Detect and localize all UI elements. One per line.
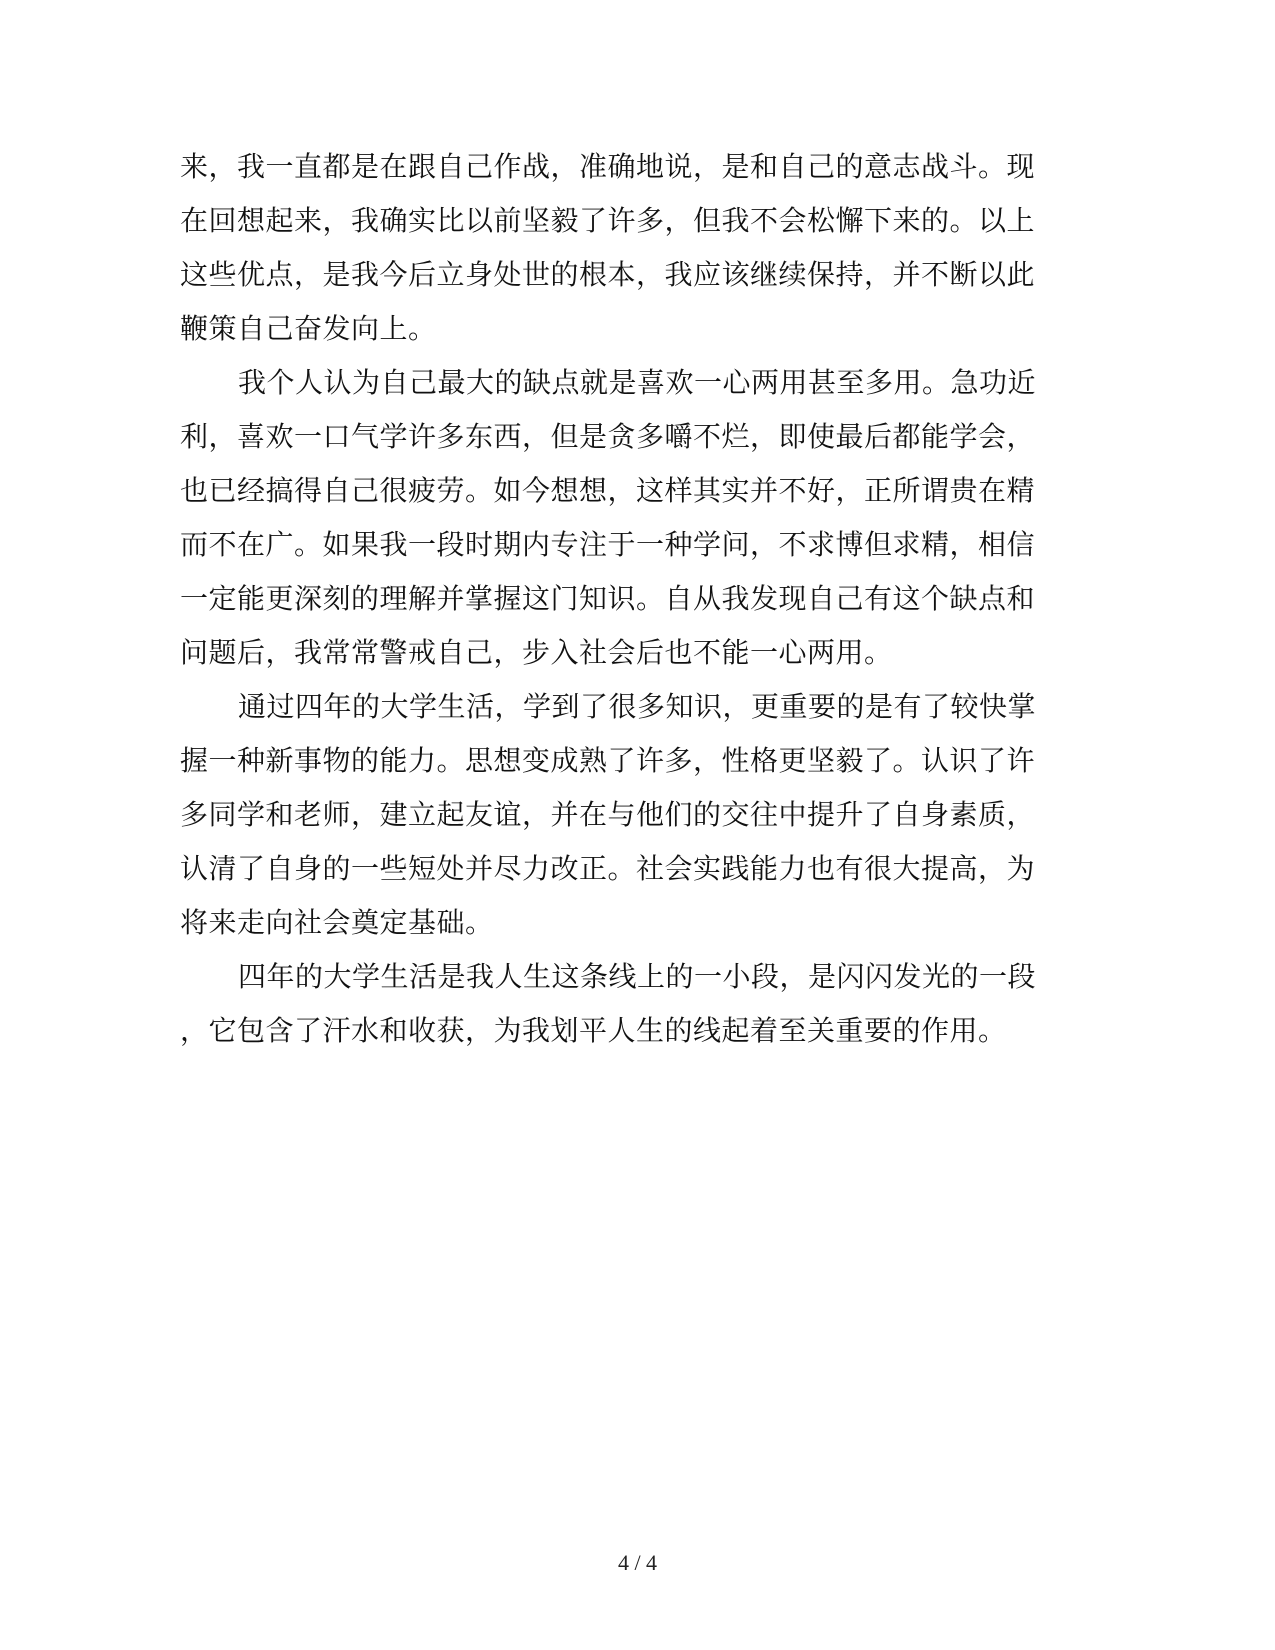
paragraph-1-line-4: 鞭策自己奋发向上。 <box>180 312 437 345</box>
paragraph-4-line-1: 四年的大学生活是我人生这条线上的一小段，是闪闪发光的一段 <box>238 960 1037 993</box>
paragraph-3-line-2: 握一种新事物的能力。思想变成熟了许多，性格更坚毅了。认识了许 <box>180 744 1036 777</box>
page-number: 4 / 4 <box>617 1550 658 1575</box>
document-body <box>180 140 1037 1058</box>
paragraph-3-line-1: 通过四年的大学生活，学到了很多知识，更重要的是有了较快掌 <box>238 690 1037 723</box>
paragraph-2-line-1: 我个人认为自己最大的缺点就是喜欢一心两用甚至多用。急功近 <box>238 366 1037 399</box>
paragraph-1-line-2: 在回想起来，我确实比以前坚毅了许多，但我不会松懈下来的。以上 <box>180 204 1036 237</box>
paragraph-1-line-3: 这些优点，是我今后立身处世的根本，我应该继续保持，并不断以此 <box>180 258 1036 291</box>
paragraph-2-line-3: 也已经搞得自己很疲劳。如今想想，这样其实并不好，正所谓贵在精 <box>180 474 1036 507</box>
paragraph-3-line-5: 将来走向社会奠定基础。 <box>180 906 494 939</box>
paragraph-3-line-3: 多同学和老师，建立起友谊，并在与他们的交往中提升了自身素质， <box>180 798 1036 831</box>
paragraph-4-line-2: ，它包含了汗水和收获，为我划平人生的线起着至关重要的作用。 <box>180 1014 1007 1047</box>
paragraph-2-line-6: 问题后，我常常警戒自己，步入社会后也不能一心两用。 <box>180 636 893 669</box>
paragraph-2-line-4: 而不在广。如果我一段时期内专注于一种学问，不求博但求精，相信 <box>180 528 1036 561</box>
paragraph-2-line-2: 利，喜欢一口气学许多东西，但是贪多嚼不烂，即使最后都能学会， <box>180 420 1036 453</box>
paragraph-2-line-5: 一定能更深刻的理解并掌握这门知识。自从我发现自己有这个缺点和 <box>180 582 1036 615</box>
paragraph-3-line-4: 认清了自身的一些短处并尽力改正。社会实践能力也有很大提高，为 <box>180 852 1036 885</box>
paragraph-1-line-1: 来，我一直都是在跟自己作战，准确地说，是和自己的意志战斗。现 <box>180 150 1036 183</box>
